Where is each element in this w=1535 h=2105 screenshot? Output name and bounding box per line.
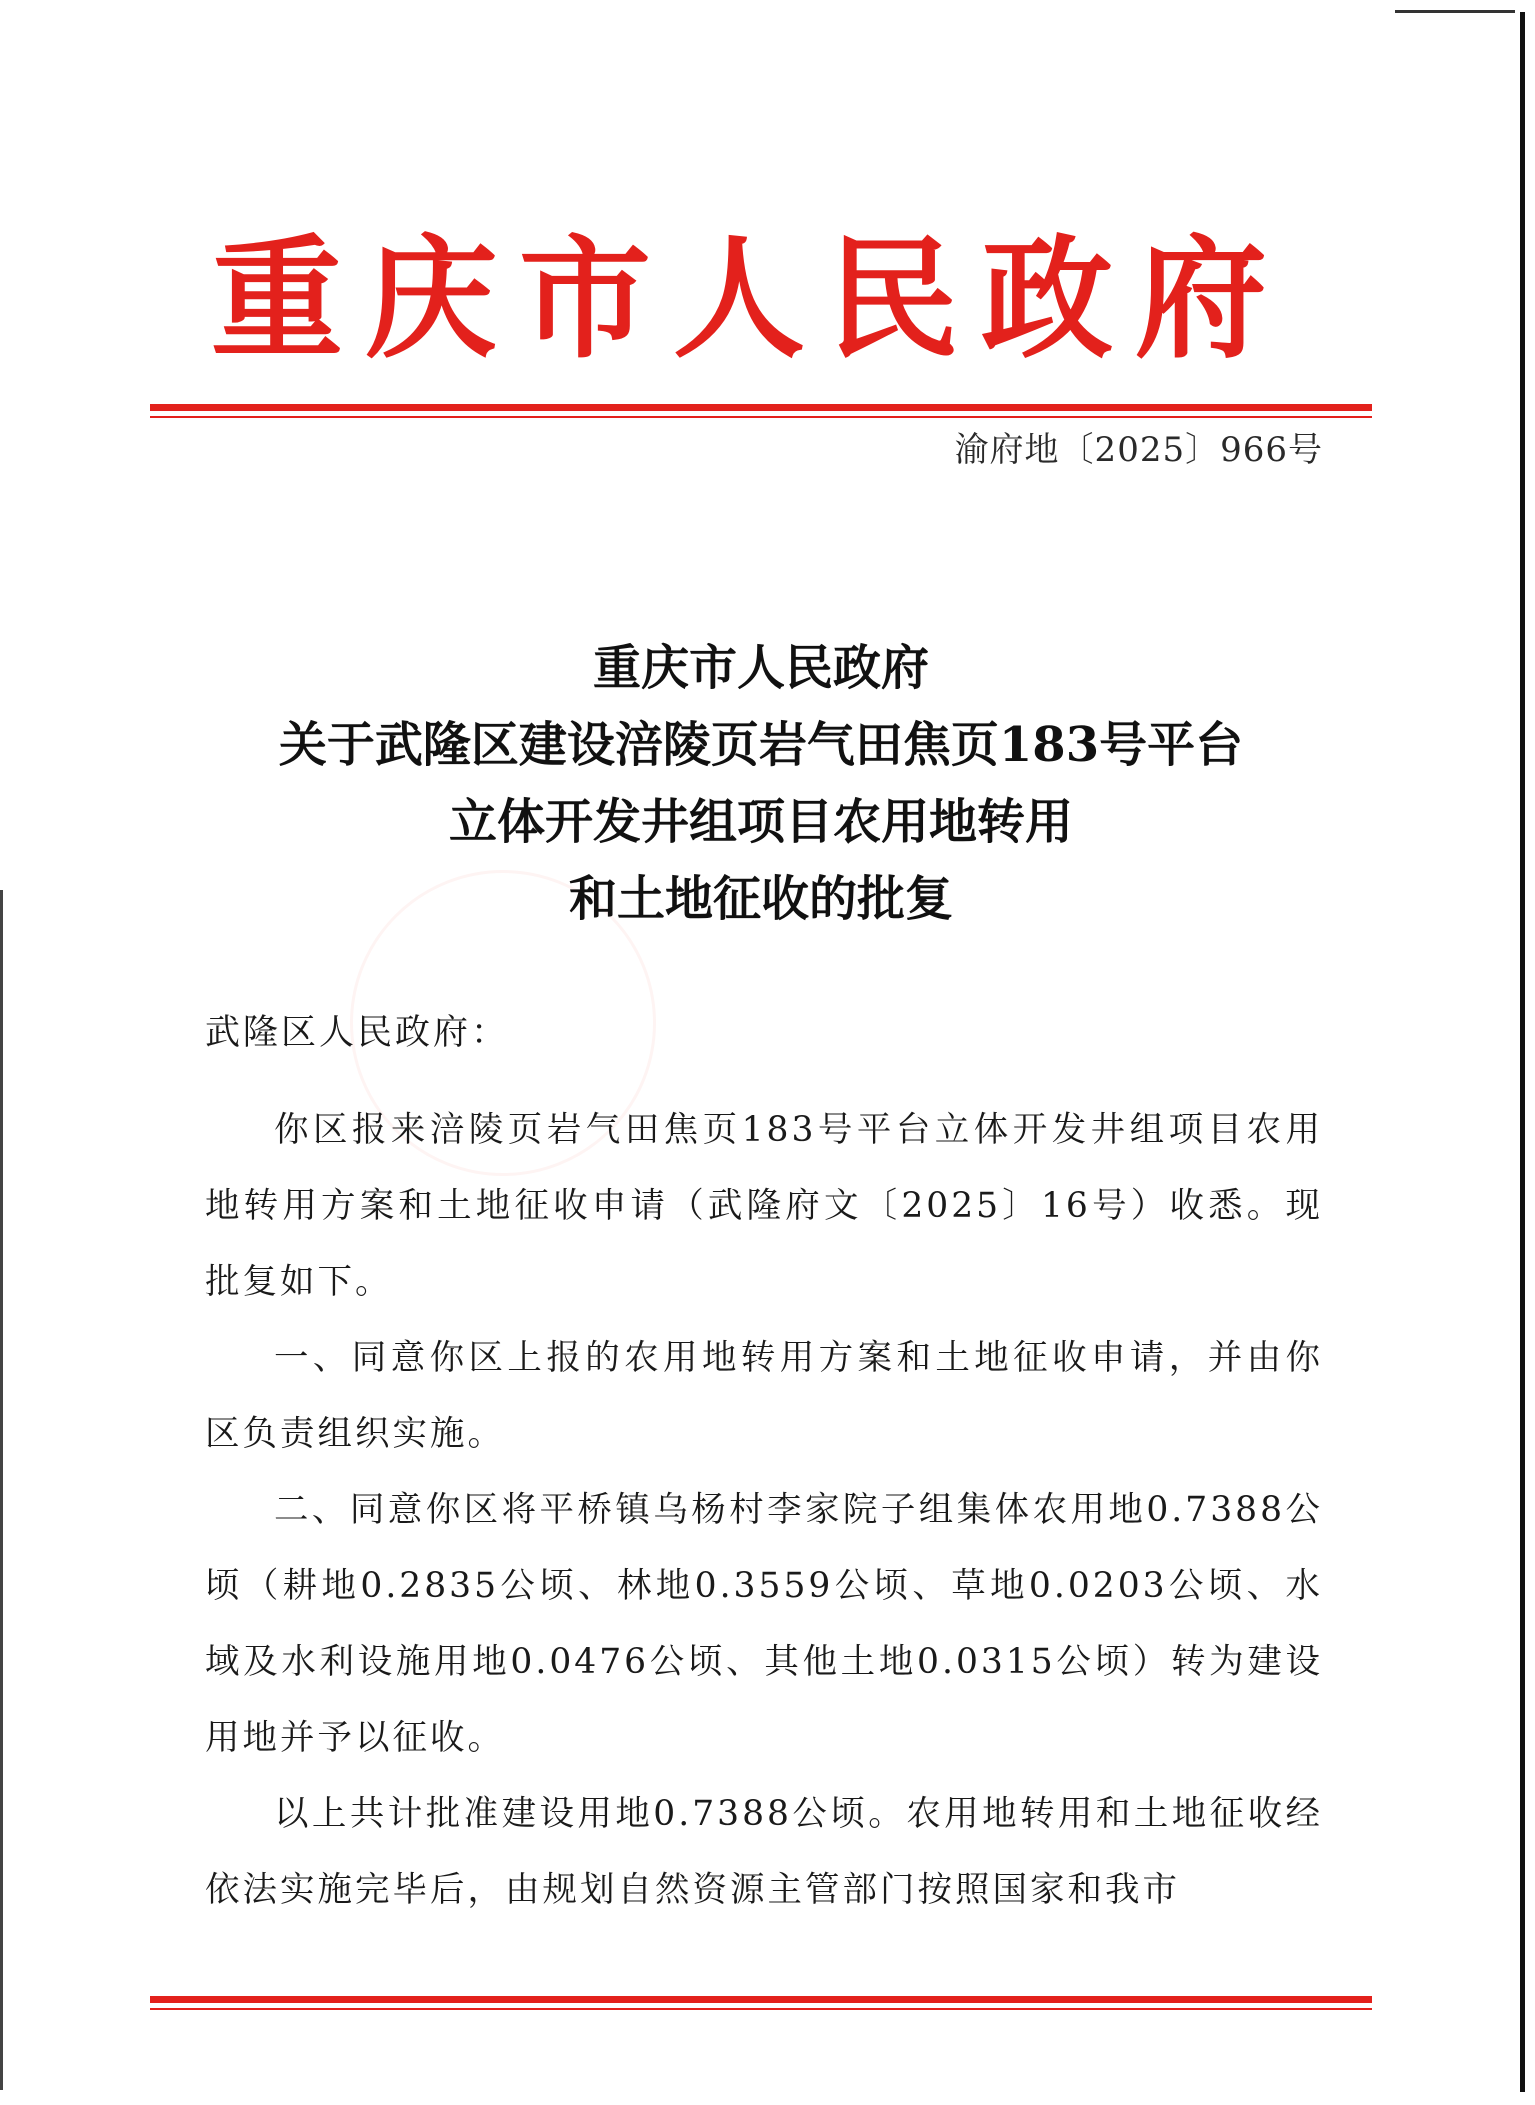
footer-rule-thick — [150, 1996, 1372, 2003]
body-paragraph: 二、同意你区将平桥镇乌杨村李家院子组集体农用地0.7388公顷（耕地0.2835公顷、林地0.3559公顷、草地0.0203公顷、水域及水利设施用地0.0476公顷、其他土地0.0315公顷）转为建设用地并予以征收。 — [205, 1490, 1323, 1758]
scan-edge-top — [1395, 10, 1515, 13]
title-line: 立体开发井组项目农用地转用 — [448, 794, 1073, 850]
document-title — [150, 630, 1372, 938]
salutation: 武隆区人民政府： — [205, 1013, 510, 1053]
title-line: 重庆市人民政府 — [592, 640, 929, 696]
scan-edge-left — [0, 890, 3, 2090]
scan-edge-right — [1520, 12, 1525, 2092]
title-line: 关于武隆区建设涪陵页岩气田焦页183号平台 — [278, 717, 1244, 773]
document-body — [205, 1092, 1323, 1928]
masthead-org-name: 重庆市人民政府 — [211, 222, 1289, 377]
body-paragraph: 你区报来涪陵页岩气田焦页183号平台立体开发井组项目农用地转用方案和土地征收申请（武隆府文〔2025〕16号）收悉。现批复如下。 — [205, 1110, 1323, 1302]
masthead-rule-thick — [150, 404, 1372, 411]
title-line: 和土地征收的批复 — [568, 871, 953, 927]
document-number: 渝府地〔2025〕966号 — [954, 430, 1323, 470]
body-paragraph: 一、同意你区上报的农用地转用方案和土地征收申请，并由你区负责组织实施。 — [205, 1338, 1323, 1454]
footer-rule-thin — [150, 2008, 1372, 2010]
body-paragraph: 以上共计批准建设用地0.7388公顷。农用地转用和土地征收经依法实施完毕后，由规划自然资源主管部门按照国家和我市 — [205, 1794, 1323, 1910]
masthead-rule-thin — [150, 416, 1372, 418]
